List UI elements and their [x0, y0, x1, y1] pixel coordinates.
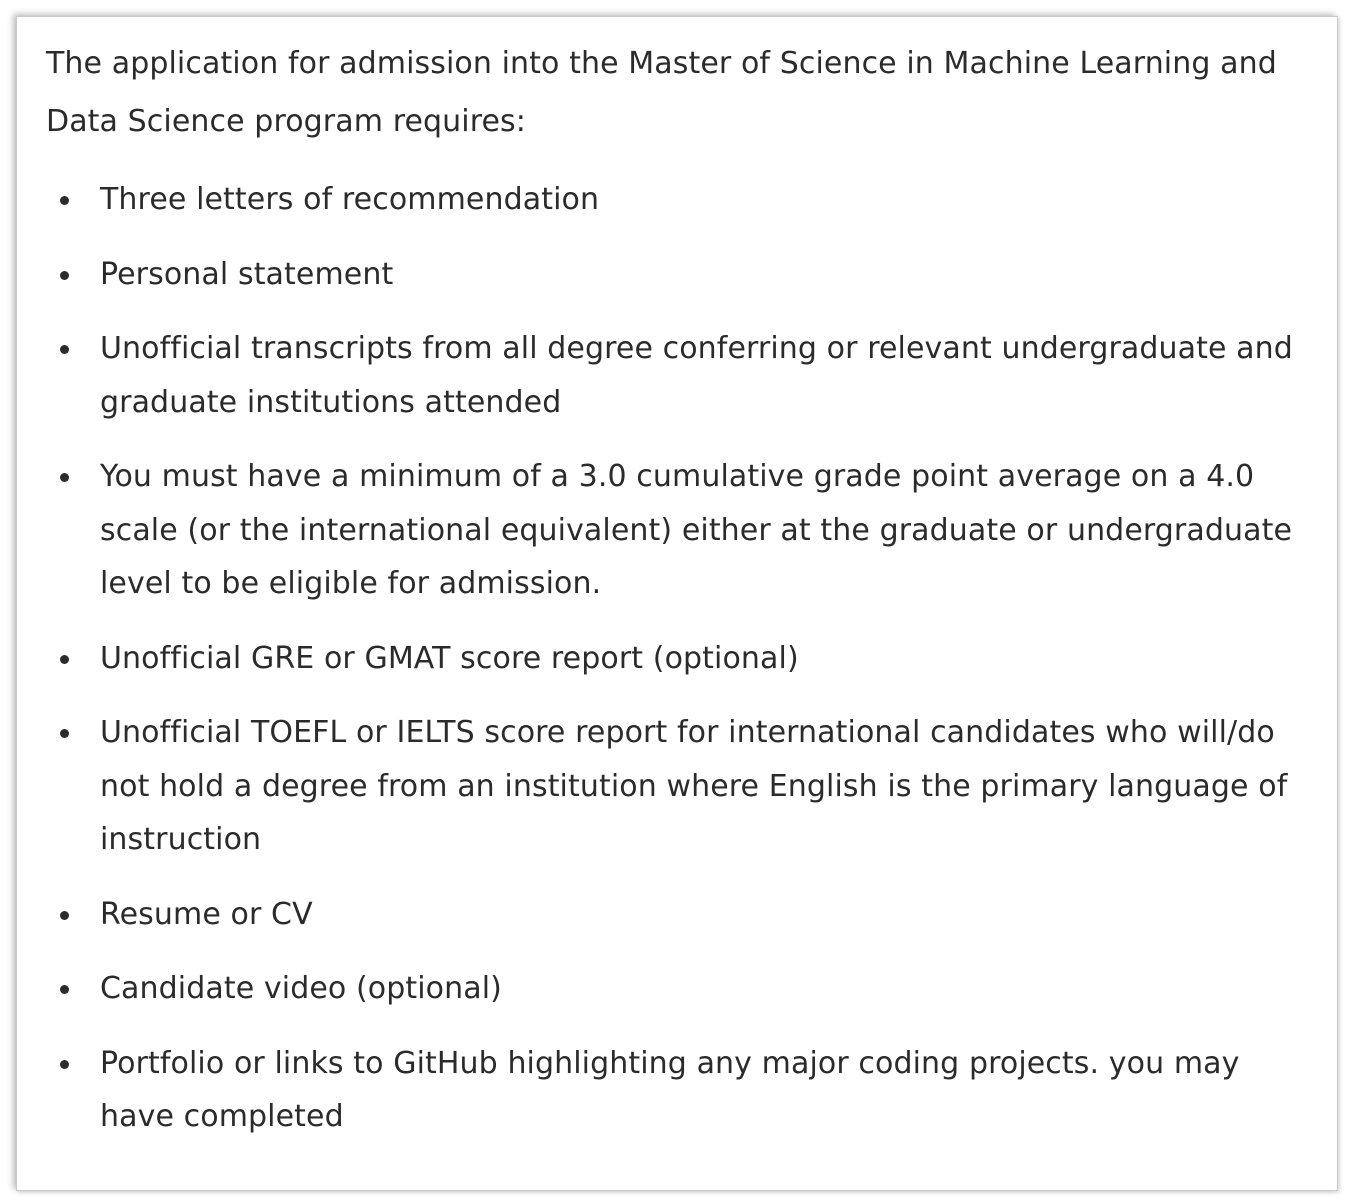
bullet-icon	[60, 322, 74, 376]
requirement-text: Candidate video (optional)	[100, 971, 502, 1006]
requirement-text: Resume or CV	[100, 896, 313, 932]
bullet-icon	[60, 1037, 74, 1091]
bullet-icon	[60, 450, 74, 504]
list-item	[46, 450, 1316, 611]
requirement-text: Unofficial TOEFL or IELTS score report for international candidates who will/do not hold a degree from an institution where English is the primary language of instruction	[100, 715, 1288, 857]
requirement-text: Three letters of recommendation	[100, 182, 600, 217]
requirement-text: Personal statement	[100, 256, 394, 292]
bullet-icon	[60, 706, 74, 760]
requirement-text: Portfolio or links to GitHub highlighting any major coding projects. you may have completed	[100, 1045, 1240, 1134]
requirements-panel	[16, 16, 1338, 1191]
list-item	[46, 962, 1316, 1016]
requirement-text: Unofficial GRE or GMAT score report (optional)	[100, 640, 799, 676]
list-item	[46, 322, 1316, 429]
bullet-icon	[60, 962, 74, 1016]
bullet-icon	[60, 173, 74, 227]
requirement-text: You must have a minimum of a 3.0 cumulative grade point average on a 4.0 scale (or the international equivalent) either at the graduate or undergraduate level to be eligible for admission.	[100, 459, 1293, 601]
bullet-icon	[60, 632, 74, 686]
list-item	[46, 888, 1316, 942]
list-item	[46, 248, 1316, 302]
list-item	[46, 1037, 1316, 1144]
list-item	[46, 706, 1316, 867]
intro-text: The application for admission into the Master of Science in Machine Learning and Data Science program requires:	[46, 46, 1277, 139]
bullet-icon	[60, 888, 74, 942]
list-item	[46, 632, 1316, 686]
requirement-text: Unofficial transcripts from all degree conferring or relevant undergraduate and graduate institutions attended	[100, 331, 1293, 420]
bullet-icon	[60, 248, 74, 302]
requirements-content	[46, 35, 1316, 1165]
list-item	[46, 173, 1316, 227]
requirements-list	[46, 173, 1316, 1144]
